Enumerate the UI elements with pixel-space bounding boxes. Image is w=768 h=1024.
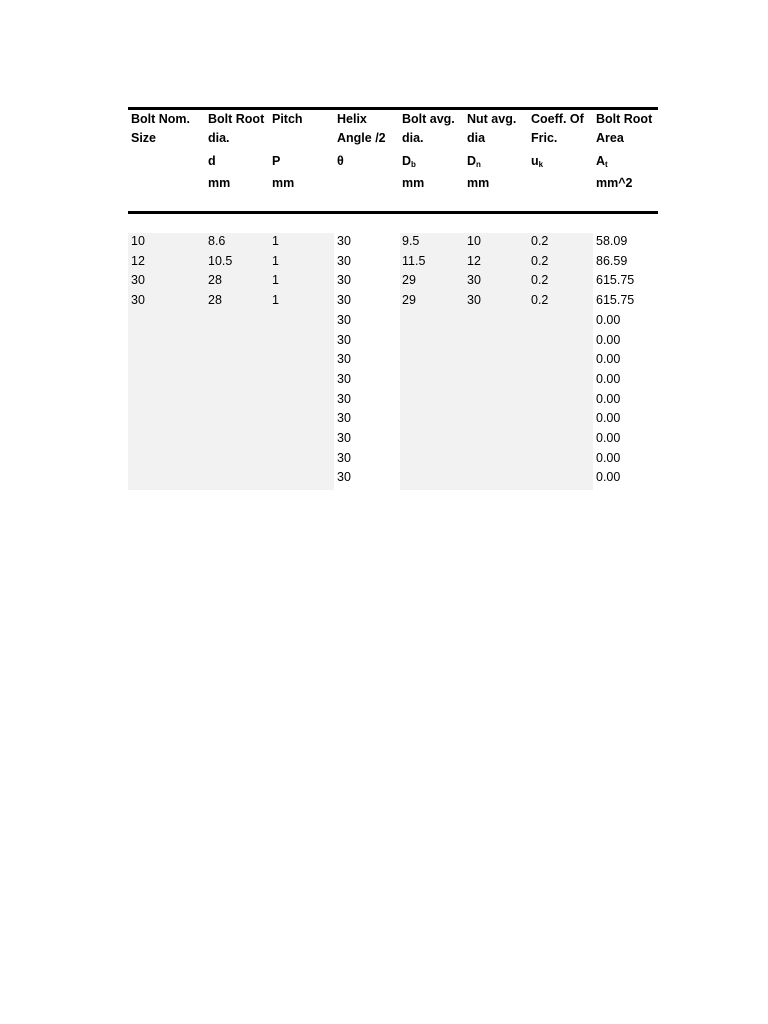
table-cell-pitch[interactable]: 1: [272, 253, 279, 268]
column-header-helix: Angle /2: [337, 131, 386, 145]
table-cell-fric[interactable]: 0.2: [531, 293, 549, 308]
table-cell-helix[interactable]: 30: [337, 312, 351, 327]
symbol-subscript: n: [476, 160, 481, 169]
column-header-helix: Helix: [337, 112, 367, 126]
table-cell-helix[interactable]: 30: [337, 332, 351, 347]
table-cell-area[interactable]: 615.75: [596, 273, 635, 288]
table-cell-area[interactable]: 0.00: [596, 411, 621, 426]
column-symbol-root: d: [208, 154, 216, 168]
column-header-navg: Nut avg.: [467, 112, 517, 126]
table-cell-helix[interactable]: 30: [337, 273, 351, 288]
column-header-fric: Fric.: [531, 131, 558, 145]
column-header-nom: Size: [131, 131, 157, 145]
table-cell-fric[interactable]: 0.2: [531, 234, 549, 248]
symbol-subscript: k: [538, 160, 544, 169]
table-cell-nom[interactable]: 10: [131, 234, 145, 248]
table-cell-root[interactable]: 28: [208, 293, 222, 308]
table-cell-area[interactable]: 58.09: [596, 234, 628, 248]
table-cell-area[interactable]: 0.00: [596, 431, 621, 445]
table-cell-bavg[interactable]: 29: [402, 293, 416, 308]
column-header-area: Bolt Root: [596, 112, 653, 126]
table-cell-root[interactable]: 10.5: [208, 253, 233, 268]
table-cell-area[interactable]: 0.00: [596, 332, 621, 347]
column-header-bavg: Bolt avg.: [402, 112, 455, 126]
table-cell-navg[interactable]: 30: [467, 293, 481, 308]
table-cell-navg[interactable]: 10: [467, 234, 481, 248]
table-cell-pitch[interactable]: 1: [272, 273, 279, 288]
header-bottom-rule: [128, 211, 658, 214]
table-cell-bavg[interactable]: 29: [402, 273, 416, 288]
column-header-root: dia.: [208, 131, 230, 145]
input-cell-shading: [400, 233, 593, 490]
table-cell-area[interactable]: 0.00: [596, 312, 621, 327]
table-cell-helix[interactable]: 30: [337, 253, 351, 268]
table-cell-area[interactable]: 0.00: [596, 371, 621, 386]
table-cell-helix[interactable]: 30: [337, 371, 351, 386]
column-header-bavg: dia.: [402, 131, 424, 145]
column-symbol-area: $A_t$: [596, 154, 608, 169]
table-cell-helix[interactable]: 30: [337, 431, 351, 445]
table-cell-bavg[interactable]: 11.5: [402, 253, 426, 268]
symbol-subscript: b: [411, 160, 416, 169]
table-cell-area[interactable]: 0.00: [596, 352, 621, 367]
column-unit-root: mm: [208, 176, 231, 190]
table-cell-helix[interactable]: 30: [337, 293, 351, 308]
table-cell-helix[interactable]: 30: [337, 234, 351, 248]
symbol-subscript: t: [605, 160, 608, 169]
column-symbol-navg: $D_n$: [467, 154, 481, 169]
table-cell-nom[interactable]: 30: [131, 273, 145, 288]
column-unit-area: mm^2: [596, 176, 633, 190]
table-cell-helix[interactable]: 30: [337, 470, 351, 485]
column-unit-pitch: mm: [272, 176, 295, 190]
table-cell-area[interactable]: 0.00: [596, 391, 621, 406]
column-header-fric: Coeff. Of: [531, 112, 584, 126]
column-unit-bavg: mm: [402, 176, 425, 190]
table-cell-root[interactable]: 8.6: [208, 234, 226, 248]
column-symbol-bavg: $D_b$: [402, 154, 416, 169]
table-cell-bavg[interactable]: 9.5: [402, 234, 420, 248]
table-cell-fric[interactable]: 0.2: [531, 253, 549, 268]
column-symbol-helix: θ: [337, 154, 344, 168]
table-cell-area[interactable]: 0.00: [596, 470, 621, 485]
column-header-pitch: Pitch: [272, 112, 303, 126]
column-unit-navg: mm: [467, 176, 490, 190]
column-symbol-fric: $u_k$: [531, 154, 544, 169]
table-cell-pitch[interactable]: 1: [272, 293, 279, 308]
column-header-nom: Bolt Nom.: [131, 112, 191, 126]
input-cell-shading: [128, 233, 334, 490]
table-cell-area[interactable]: 0.00: [596, 450, 621, 465]
table-cell-root[interactable]: 28: [208, 273, 222, 288]
table-cell-navg[interactable]: 30: [467, 273, 481, 288]
table-cell-fric[interactable]: 0.2: [531, 273, 549, 288]
table-cell-nom[interactable]: 12: [131, 253, 145, 268]
column-header-navg: dia: [467, 131, 486, 145]
table-cell-pitch[interactable]: 1: [272, 234, 279, 248]
table-cell-helix[interactable]: 30: [337, 352, 351, 367]
table-cell-helix[interactable]: 30: [337, 411, 351, 426]
table-cell-area[interactable]: 86.59: [596, 253, 628, 268]
table-cell-nom[interactable]: 30: [131, 293, 145, 308]
table-cell-helix[interactable]: 30: [337, 450, 351, 465]
column-symbol-pitch: P: [272, 154, 281, 168]
table-cell-helix[interactable]: 30: [337, 391, 351, 406]
table-cell-navg[interactable]: 12: [467, 253, 481, 268]
column-header-root: Bolt Root: [208, 112, 265, 126]
table-cell-area[interactable]: 615.75: [596, 293, 635, 308]
column-header-area: Area: [596, 131, 624, 145]
